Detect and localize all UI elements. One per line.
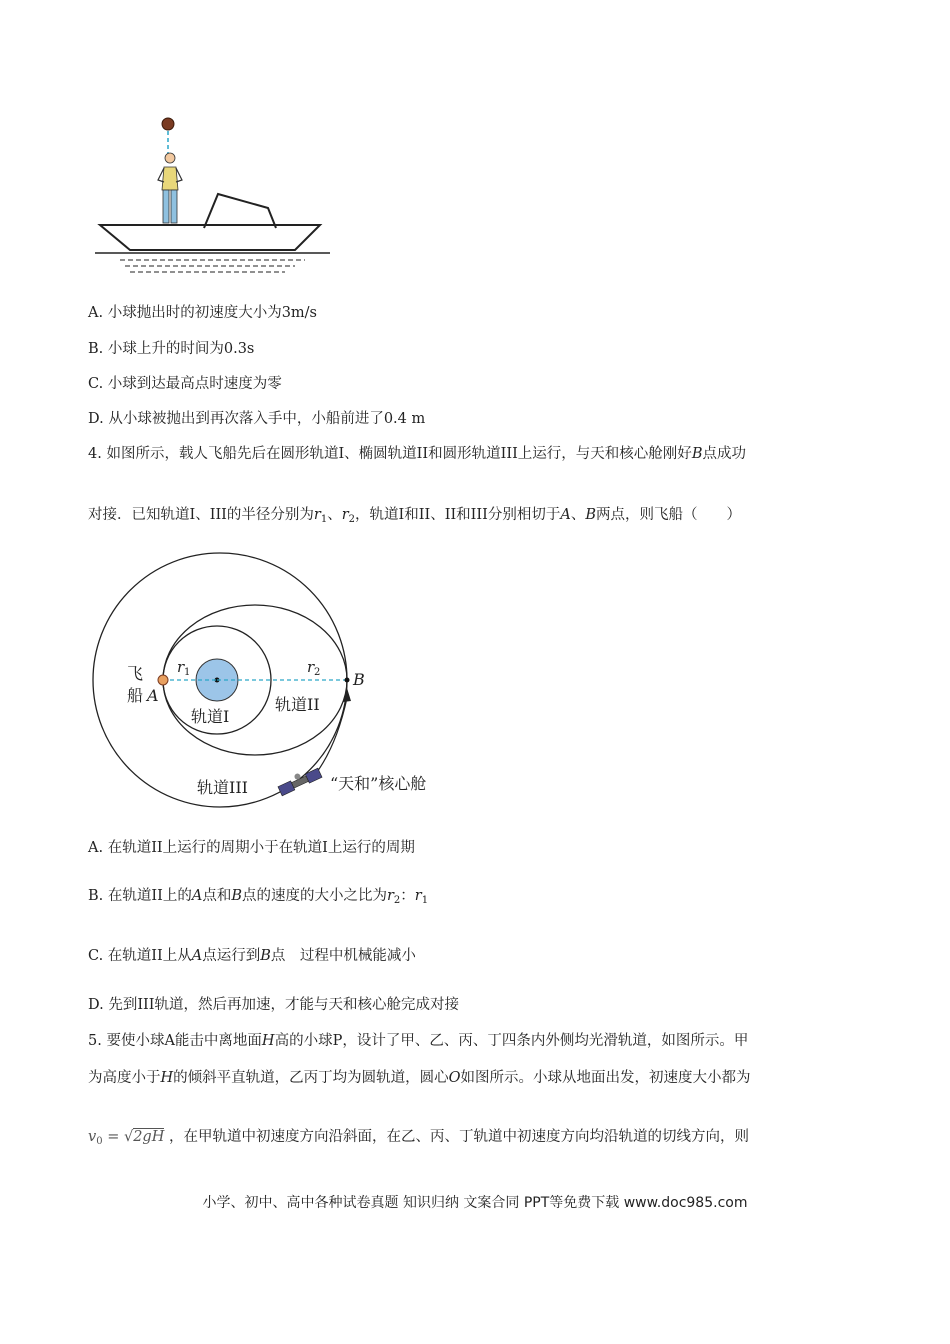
label-b: B <box>353 670 365 689</box>
tianhe-station-icon <box>276 765 322 796</box>
label-a: A <box>147 686 159 705</box>
cabin <box>204 194 276 228</box>
point-b <box>345 678 350 683</box>
boat-option-c: C. 小球到达最高点时速度为零 <box>88 376 282 392</box>
boat-figure <box>90 110 340 280</box>
label-orbit-1: 轨道Ⅰ <box>191 707 230 726</box>
label-r1: r <box>177 658 185 676</box>
person <box>158 153 182 223</box>
label-station: “天和”核心舱 <box>330 774 427 793</box>
label-r1-sub: 1 <box>184 667 191 678</box>
q4-stem-line2: 对接．已知轨道Ⅰ、III的半径分别为$r_1$、$r_2$，轨道Ⅰ和II、II和III分别相切于A、B两点，则飞船（ ） <box>88 507 742 525</box>
water-waves <box>120 260 305 272</box>
label-orbit-3: 轨道III <box>197 778 248 797</box>
label-r2: r <box>307 658 315 676</box>
station-arrow-head <box>343 688 351 702</box>
q5-stem-line3: $v_0 = √2gH$ ，在甲轨道中初速度方向沿斜面，在乙、丙、丁轨道中初速度方向均沿轨道的切线方向，则 <box>88 1129 749 1147</box>
station-arrow <box>317 698 347 772</box>
boat-option-d: D. 从小球被抛出到再次落入手中，小船前进了0.4 m <box>88 411 426 427</box>
orbit-figure <box>85 548 485 808</box>
q4-option-d: D. 先到III轨道，然后再加速，才能与天和核心舱完成对接 <box>88 997 460 1013</box>
boat-option-a: A. 小球抛出时的初速度大小为3m/s <box>88 305 317 321</box>
q4-option-a: A. 在轨道II上运行的周期小于在轨道Ⅰ上运行的周期 <box>88 840 415 856</box>
q4-stem-line1: 4. 如图所示，载人飞船先后在圆形轨道Ⅰ、椭圆轨道II和圆形轨道III上运行，与天和核心舱刚好B点成功 <box>88 446 746 462</box>
boat-option-b: B. 小球上升的时间为0.3s <box>88 341 255 357</box>
q4-option-b: B. 在轨道II上的A点和B点的速度的大小之比为$r_2$：$r_1$ <box>88 888 429 906</box>
label-chuan: 船 <box>127 686 144 705</box>
q5-stem-line1: 5. 要使小球A能击中离地面H高的小球P，设计了甲、乙、丙、丁四条内外侧均光滑轨道，如图所示。甲 <box>88 1033 749 1049</box>
label-fei: 飞 <box>127 664 144 683</box>
label-r2-sub: 2 <box>314 667 321 678</box>
label-orbit-2: 轨道II <box>275 695 320 714</box>
v0-formula: $v_0 = √2gH$ <box>88 1129 165 1147</box>
page-footer: 小学、初中、高中各种试卷真题 知识归纳 文案合同 PPT等免费下载 www.doc985.com <box>202 1195 748 1211</box>
q5-stem-line2: 为高度小于H的倾斜平直轨道，乙丙丁均为圆轨道，圆心O如图所示。小球从地面出发，初速度大小都为 <box>88 1070 751 1086</box>
ball <box>162 118 174 130</box>
q4-option-c: C. 在轨道II上从A点运行到B点 过程中机械能减小 <box>88 948 416 964</box>
boat-hull <box>100 225 320 250</box>
spaceship <box>158 675 168 685</box>
